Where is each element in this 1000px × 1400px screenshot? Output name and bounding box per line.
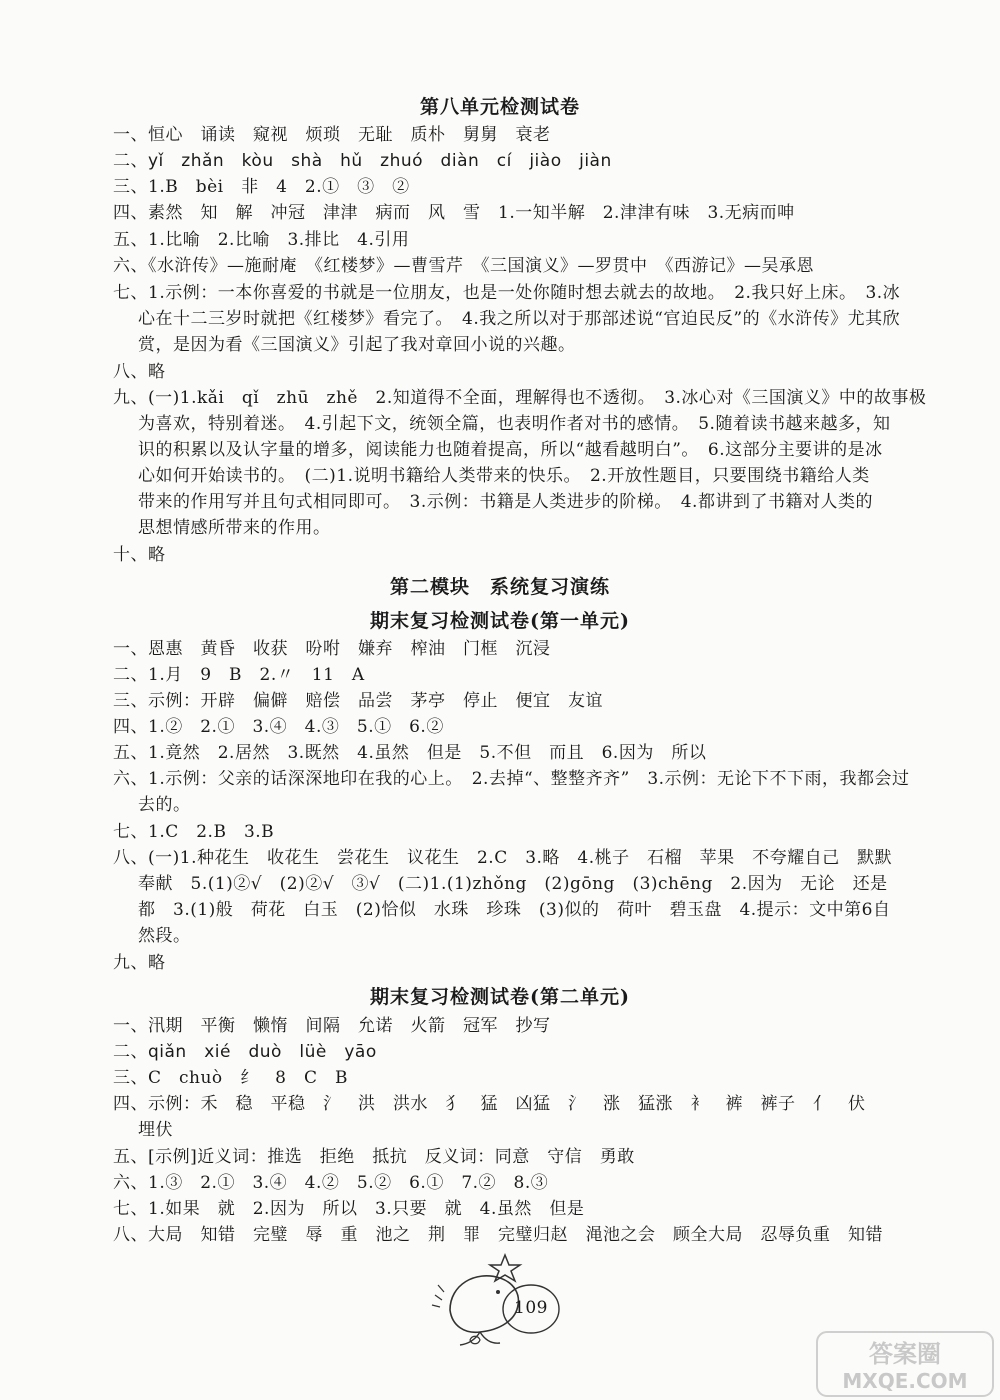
svg-text:MXQE.COM: MXQE.COM	[842, 1369, 968, 1393]
answer-line: 七、1.如果 就 2.因为 所以 3.只要 就 4.虽然 但是	[113, 1199, 585, 1219]
answer-line: 六、1.③ 2.① 3.④ 4.② 5.② 6.① 7.② 8.③	[113, 1173, 549, 1193]
answer-line: 五、1.比喻 2.比喻 3.排比 4.引用	[113, 230, 410, 250]
answer-line: 四、素然 知 解 冲冠 津津 病而 风 雪 1.一知半解 2.津津有味 3.无病而呻	[113, 203, 795, 223]
answer-line: 一、恒心 诵读 窥视 烦琐 无耻 质朴 舅舅 衰老	[113, 125, 551, 145]
answer-line: 为喜欢，特别着迷。 4.引起下文，统领全篇，也表明作者对书的感情。 5.随着读书越来越多，知	[138, 414, 891, 434]
answer-line: 四、1.② 2.① 3.④ 4.③ 5.① 6.②	[113, 717, 444, 737]
answer-line: 赏，是因为看《三国演义》引起了我对章回小说的兴趣。	[138, 335, 576, 355]
answer-line: 八、略	[113, 362, 166, 382]
answer-line: 三、C chuò 纟 8 C B	[113, 1068, 348, 1088]
answer-line: 九、略	[113, 953, 166, 973]
answer-line: 六、《水浒传》—施耐庵 《红楼梦》—曹雪芹 《三国演义》—罗贯中 《西游记》—吴承恩	[113, 256, 814, 276]
answer-line: 五、[示例]近义词：推选 拒绝 抵抗 反义词：同意 守信 勇敢	[113, 1147, 635, 1167]
answer-line: 识的积累以及认字量的增多，阅读能力也随着提高，所以“越看越明白”。 6.这部分主要讲的是冰	[138, 440, 883, 460]
watermark-logo	[815, 1330, 995, 1398]
answer-line: 八、(一)1.种花生 收花生 尝花生 议花生 2.C 3.略 4.桃子 石榴 苹果 不夸耀自己 默默	[113, 848, 893, 868]
answer-line: 八、大局 知错 完璧 辱 重 池之 荆 罪 完璧归赵 渑池之会 顾全大局 忍辱负重 知错	[113, 1225, 883, 1245]
answer-line: 七、1.C 2.B 3.B	[113, 822, 275, 842]
answer-line: 七、1.示例：一本你喜爱的书就是一位朋友，也是一处你随时想去就去的故地。 2.我只好上床。 3.冰	[113, 283, 901, 303]
answer-line: 五、1.竟然 2.居然 3.既然 4.虽然 但是 5.不但 而且 6.因为 所以	[113, 743, 707, 763]
answer-line: 三、1.B bèi 非 4 2.① ③ ②	[113, 177, 410, 197]
answer-line: 九、(一)1.kǎi qǐ zhū zhě 2.知道得不全面，理解得也不透彻。 3.冰心对《三国演义》中的故事极	[113, 388, 927, 408]
answer-line: 二、qiǎn xié duò lüè yāo	[113, 1042, 377, 1062]
answer-line: 一、恩惠 黄昏 收获 吩咐 嫌弃 榨油 门框 沉浸	[113, 639, 551, 659]
answer-line: 带来的作用写并且句式相同即可。 3.示例：书籍是人类进步的阶梯。 4.都讲到了书籍对人类的	[138, 492, 873, 512]
answer-line: 四、示例：禾 稳 平稳 氵 洪 洪水 犭 猛 凶猛 氵 涨 猛涨 衤 裤 裤子 亻 伏	[113, 1094, 866, 1114]
answer-line: 心如何开始读书的。 (二)1.说明书籍给人类带来的快乐。 2.开放性题目，只要围绕书籍给人类	[138, 466, 870, 486]
exam1-title: 期末复习检测试卷(第一单元)	[370, 610, 630, 632]
answer-line: 去的。	[138, 795, 191, 815]
exam2-title: 期末复习检测试卷(第二单元)	[370, 986, 630, 1008]
page-number: 109	[514, 1298, 548, 1318]
answer-line: 十、略	[113, 545, 166, 565]
svg-text:答案圈: 答案圈	[869, 1340, 941, 1368]
section8-title: 第八单元检测试卷	[419, 96, 580, 118]
answer-line: 都 3.(1)般 荷花 白玉 (2)恰似 水珠 珍珠 (3)似的 荷叶 碧玉盘 4.提示：文中第6自	[138, 900, 891, 920]
answer-line: 二、1.月 9 B 2.〃 11 A	[113, 665, 365, 685]
answer-line: 六、1.示例：父亲的话深深地印在我的心上。 2.去掉“、整整齐齐” 3.示例：无论下不下雨，我都会过	[113, 769, 910, 789]
answer-line: 二、yǐ zhǎn kòu shà hǔ zhuó diàn cí jiào jiàn	[113, 151, 612, 171]
answer-line: 一、汛期 平衡 懒惰 间隔 允诺 火箭 冠军 抄写	[113, 1016, 551, 1036]
answer-line: 然段。	[138, 926, 191, 946]
answer-line: 三、示例：开辟 偏僻 赔偿 品尝 茅亭 停止 便宜 友谊	[113, 691, 603, 711]
module2-title: 第二模块 系统复习演练	[389, 576, 610, 598]
answer-line: 奉献 5.(1)②√ (2)②√ ③√ (二)1.(1)zhǒng (2)gōng (3)chēng 2.因为 无论 还是	[138, 874, 888, 894]
answer-line: 思想情感所带来的作用。	[138, 518, 331, 538]
answer-line: 心在十二三岁时就把《红楼梦》看完了。 4.我之所以对于那部述说“官迫民反”的《水浒传》尤其欣	[138, 309, 901, 329]
answer-line: 埋伏	[138, 1120, 173, 1140]
